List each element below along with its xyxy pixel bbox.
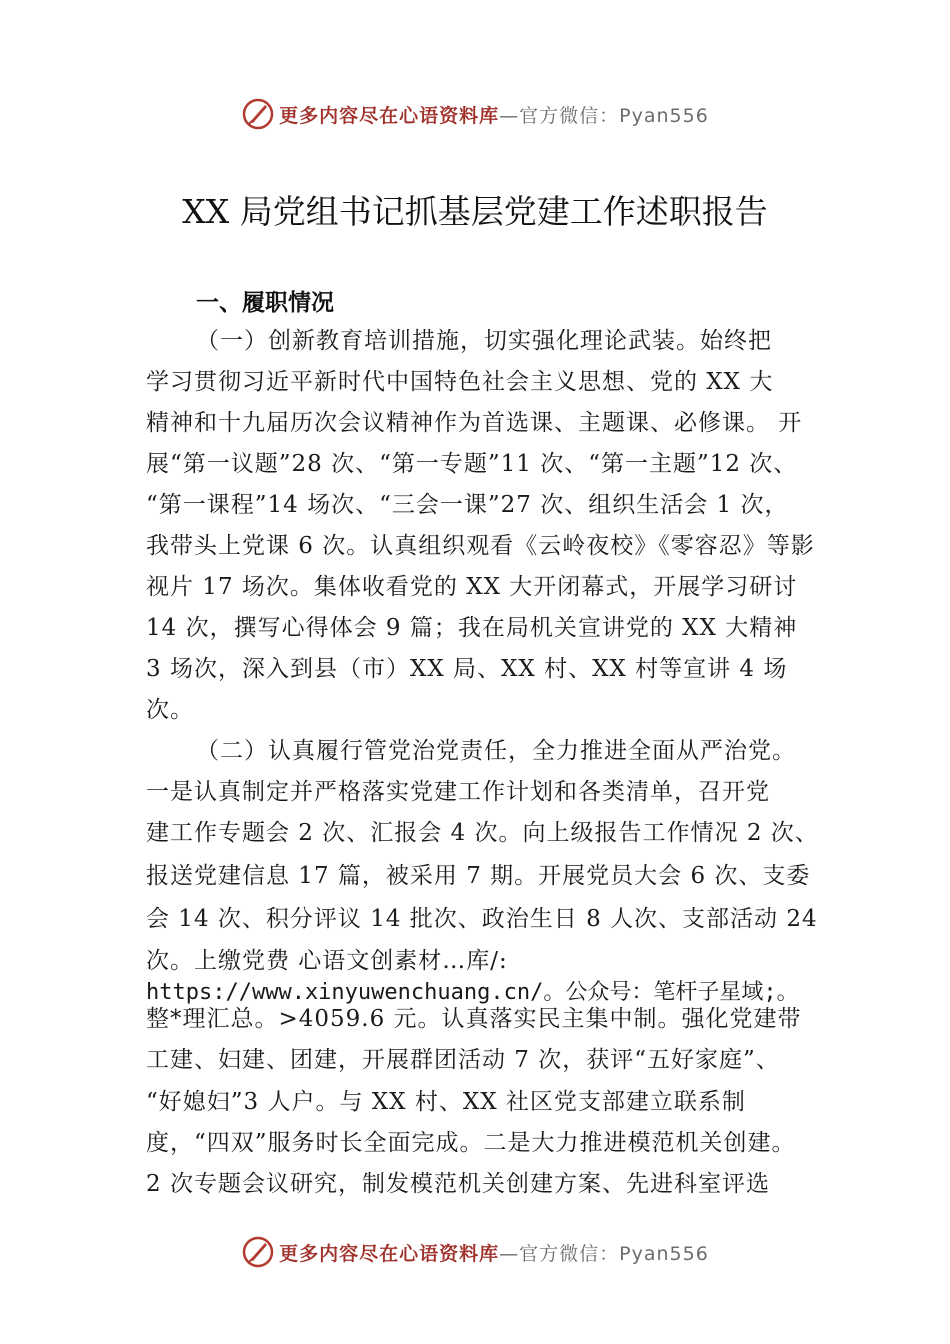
watermark-banner-top [0,94,950,134]
paragraph-line: 报送党建信息 17 篇，被采用 7 期。开展党员大会 6 次、支委 [146,863,811,889]
section-heading: 一、履职情况 [196,290,334,316]
paragraph-line: 一是认真制定并严格落实党建工作计划和各类清单，召开党 [146,779,770,805]
paragraph-line: 精神和十九届历次会议精神作为首选课、主题课、必修课。 开 [146,410,803,436]
paragraph-line: 建工作专题会 2 次、汇报会 4 次。向上级报告工作情况 2 次、 [146,820,819,846]
paragraph-line: 度，“四双”服务时长全面完成。二是大力推进模范机关创建。 [146,1130,796,1156]
quill-logo-icon [241,1235,275,1269]
quill-logo-icon [241,97,275,131]
watermark-contact: —官方微信：Pyan556 [499,104,709,127]
paragraph-line: 工建、妇建、团建，开展群团活动 7 次，获评“五好家庭”、 [146,1047,780,1073]
paragraph-line: 2 次专题会议研究，制发模范机关创建方案、先进科室评选 [146,1171,770,1197]
paragraph-line: 3 场次，深入到县（市）XX 局、XX 村、XX 村等宣讲 4 场 [146,656,788,682]
paragraph-line: 我带头上党课 6 次。认真组织观看《云岭夜校》《零容忍》等影 [146,533,815,559]
paragraph-line: 14 次，撰写心得体会 9 篇；我在局机关宣讲党的 XX 大精神 [146,615,798,641]
paragraph-line-url: https://www.xinyuwenchuang.cn/。公众号：笔杆子星域;。 [146,980,799,1005]
paragraph-line: 次。上缴党费 心语文创素材…库/: [146,948,508,974]
paragraph-line: 会 14 次、积分评议 14 批次、政治生日 8 人次、支部活动 24 [146,906,818,932]
paragraph-line: （二）认真履行管党治党责任，全力推进全面从严治党。 [196,738,796,764]
paragraph-line: （一）创新教育培训措施，切实强化理论武装。始终把 [196,328,772,354]
paragraph-line: 次。 [146,697,194,723]
paragraph-line: 视片 17 场次。集体收看党的 XX 大开闭幕式，开展学习研讨 [146,574,798,600]
watermark-brand: 更多内容尽在心语资料库 [279,104,500,127]
paragraph-line: “好媳妇”3 人户。与 XX 村、XX 社区党支部建立联系制 [146,1089,746,1115]
document-title: XX 局党组书记抓基层党建工作述职报告 [182,192,768,231]
watermark-brand: 更多内容尽在心语资料库 [279,1242,500,1265]
watermark-banner-bottom [0,1232,950,1272]
paragraph-line: 整*理汇总。>4059.6 元。认真落实民主集中制。强化党建带 [146,1006,802,1032]
paragraph-line: “第一课程”14 场次、“三会一课”27 次、组织生活会 1 次， [146,492,789,518]
paragraph-line: 学习贯彻习近平新时代中国特色社会主义思想、党的 XX 大 [146,369,774,395]
watermark-contact: —官方微信：Pyan556 [499,1242,709,1265]
paragraph-line: 展“第一议题”28 次、“第一专题”11 次、“第一主题”12 次、 [146,451,798,477]
